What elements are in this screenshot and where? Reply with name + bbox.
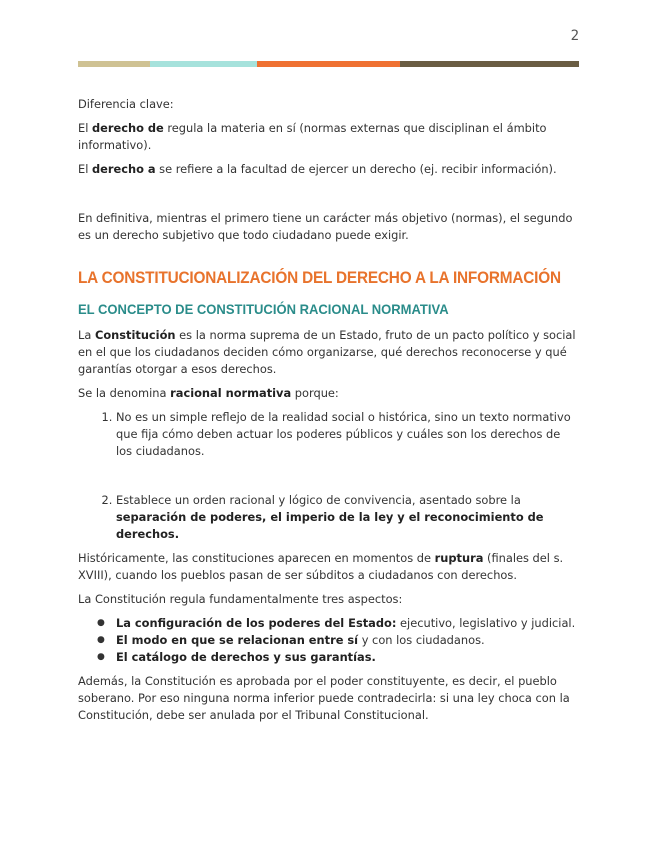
text-run: El [78, 162, 92, 176]
paragraph-constitucion [78, 327, 579, 378]
paragraph-aspectos: La Constitución regula fundamentalmente tres aspectos: [78, 592, 403, 606]
reasons-list [78, 409, 579, 543]
bold-term: Constitución [94, 328, 176, 342]
list-item [116, 615, 579, 632]
text-run: (finales del s. XVIII), cuando los pueblos pasan de ser súbditos a ciudadanos con derechos. [78, 551, 564, 582]
bold-term: derecho de [91, 121, 164, 135]
text-run: El [78, 121, 92, 135]
text-run: Históricamente, las constituciones aparecen en momentos de [78, 551, 435, 565]
color-bar-segment-brown [400, 61, 579, 67]
page-number: 2 [570, 28, 579, 44]
bold-term: derecho a [91, 162, 156, 176]
text-run: y con los ciudadanos. [358, 633, 485, 647]
list-item [116, 649, 579, 666]
bold-term: El catálogo de derechos y sus garantías. [116, 650, 376, 664]
intro-line-derecho-de [78, 120, 579, 154]
aspects-list [78, 615, 579, 666]
section-heading: LA CONSTITUCIONALIZACIÓN DEL DERECHO A LA INFORMACIÓN [78, 269, 561, 287]
bold-term: racional normativa [170, 386, 292, 400]
text-run: ejecutivo, legislativo y judicial. [396, 616, 576, 630]
text-run: No es un simple reflejo de la realidad social o histórica, sino un texto normativo que fija cómo deben actuar los poderes públicos y cuáles son los derechos de los ciudadanos. [116, 410, 571, 458]
text-run: se refiere a la facultad de ejercer un derecho (ej. recibir información). [155, 162, 557, 176]
list-item [116, 492, 579, 543]
bold-term: La configuración de los poderes del Estado: [116, 616, 397, 630]
text-run: Se la denomina [78, 386, 171, 400]
bold-term: separación de poderes, el imperio de la ley y el reconocimiento de derechos. [116, 510, 544, 541]
paragraph-historia [78, 550, 579, 584]
paragraph-poder-constituyente: Además, la Constitución es aprobada por el poder constituyente, es decir, el pueblo soberano. Por eso ninguna norma inferior puede contradecirla: si una ley choca con la Constitución, debe ser anulada por el Tribunal Constitucional. [78, 674, 570, 722]
text-run: porque: [291, 386, 339, 400]
bold-term: ruptura [434, 551, 484, 565]
intro-conclusion: En definitiva, mientras el primero tiene un carácter más objetivo (normas), el segundo es un derecho subjetivo que todo ciudadano puede exigir. [78, 211, 573, 242]
text-run: regula la materia en sí (normas externas que disciplinan el ámbito informativo). [78, 121, 547, 152]
text-run: Establece un orden racional y lógico de convivencia, asentado sobre la [116, 493, 521, 507]
color-bar-segment-beige [78, 61, 150, 67]
section-subheading: EL CONCEPTO DE CONSTITUCIÓN RACIONAL NORMATIVA [78, 301, 449, 317]
paragraph-racional-normativa [78, 385, 579, 402]
text-run: La [78, 328, 95, 342]
header-color-bar [78, 61, 579, 67]
color-bar-segment-orange [257, 61, 400, 67]
list-item [116, 632, 579, 649]
bold-term: El modo en que se relacionan entre sí [116, 633, 359, 647]
intro-label: Diferencia clave: [78, 97, 174, 111]
list-item [116, 409, 579, 460]
text-run: es la norma suprema de un Estado, fruto de un pacto político y social en el que los ciudadanos deciden cómo organizarse, qué derechos reconocerse y qué garantías otorgar a esos derechos. [78, 328, 576, 376]
intro-line-derecho-a [78, 161, 579, 178]
color-bar-segment-teal [150, 61, 257, 67]
document-body [78, 96, 579, 731]
